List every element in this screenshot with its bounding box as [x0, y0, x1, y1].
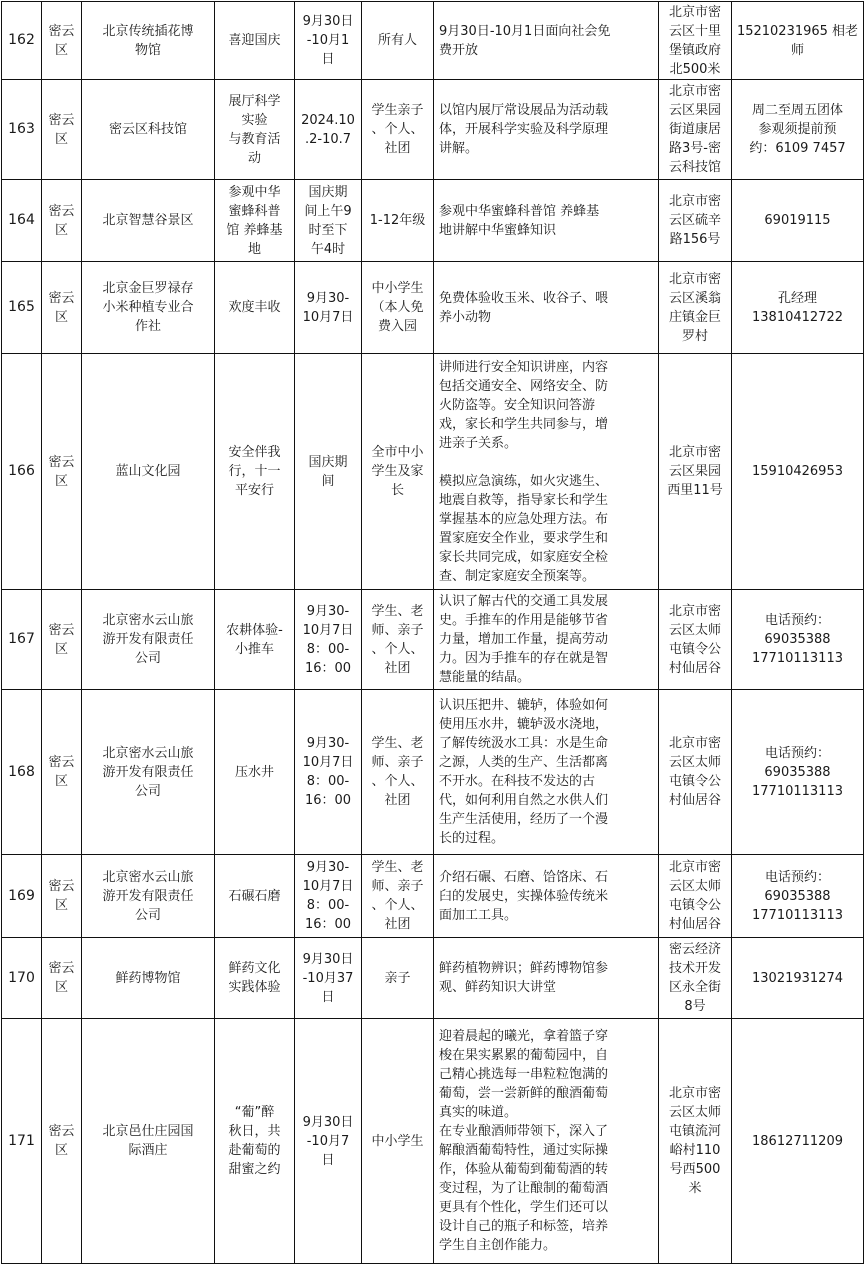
id-text: 162	[8, 32, 35, 48]
content-paragraph: 认识压把井、辘轳，体验如何 使用压水井，辘轳汲水浇地， 了解传统汲水工具：水是生命 之源，人类的生产、生活都离 不开水。在科技不发达的古 代，如何利用自然之水供人们 生产生活使用，经历了一个漫 长的过程。	[439, 698, 609, 846]
time-text: 9月30- 10月7日 8：00- 16：00	[302, 736, 354, 808]
address-text: 密云经济 技术开发 区永全街 8号	[668, 942, 721, 1014]
venue-text: 北京密水云山旅 游开发有限责任 公司	[102, 869, 194, 923]
id-text: 167	[8, 631, 35, 647]
cell-district	[42, 80, 82, 180]
cell-id	[2, 80, 42, 180]
table-row	[2, 590, 864, 690]
table-row	[2, 938, 864, 1019]
id-text: 166	[8, 463, 35, 479]
cell-address	[659, 1019, 732, 1264]
district-text: 密云 区	[48, 1124, 75, 1158]
activity-text: 参观中华 蜜蜂科普 馆 养蜂基 地	[226, 184, 283, 257]
cell-content	[434, 180, 659, 262]
cell-content	[434, 80, 659, 180]
audience-text: 中小学生	[371, 1133, 424, 1149]
venue-text: 密云区科技馆	[108, 122, 187, 137]
district-text: 密云 区	[48, 203, 75, 238]
id-text: 170	[8, 969, 35, 986]
venue-text: 北京金巨罗禄存 小米种植专业合 作社	[102, 281, 194, 334]
table-body	[2, 2, 864, 1264]
cell-venue	[82, 590, 215, 690]
district-text: 密云 区	[48, 454, 75, 489]
contact-text: 电话预约： 69035388 17710113113	[752, 613, 843, 666]
cell-audience	[362, 180, 434, 262]
cell-district	[42, 262, 82, 354]
address-text: 北京市密 云区太师 屯镇令公 村仙居谷	[668, 860, 721, 932]
cell-time	[295, 354, 362, 590]
cell-venue	[82, 262, 215, 354]
address-text: 北京市密 云区果园 西里11号	[667, 445, 723, 498]
time-text: 国庆期 间	[308, 454, 348, 489]
cell-activity	[215, 1019, 295, 1264]
cell-contact	[732, 1019, 864, 1264]
cell-id	[2, 855, 42, 938]
cell-district	[42, 2, 82, 80]
audience-text: 1-12年级	[369, 213, 426, 228]
cell-content	[434, 938, 659, 1019]
audience-text: 学生亲子 、个人、 社团	[371, 103, 424, 156]
cell-address	[659, 354, 732, 590]
cell-activity	[215, 354, 295, 590]
district-text: 密云 区	[48, 23, 75, 58]
cell-contact	[732, 80, 864, 180]
content-paragraph: 模拟应急演练，如火灾逃生、 地震自救等，指导家长和学生 掌握基本的应急处理方法。布 置家庭安全作业，要求学生和 家长共同完成，如家庭安全检 查、制定家庭安全预案等。	[439, 473, 609, 584]
address-text: 北京市密 云区溪翁 庄镇金巨 罗村	[668, 271, 721, 344]
id-text: 164	[8, 212, 35, 228]
cell-venue	[82, 855, 215, 938]
cell-time	[295, 938, 362, 1019]
table-row	[2, 80, 864, 180]
time-text: 9月30- 10月7日 8：00- 16：00	[302, 860, 354, 932]
cell-contact	[732, 855, 864, 938]
audience-text: 学生、老 师、亲子 、个人、 社团	[371, 860, 424, 932]
cell-time	[295, 1019, 362, 1264]
venue-text: 蓝山文化园	[115, 464, 181, 479]
contact-text: 周二至周五团体 参观须提前预 约：6109 7457	[749, 103, 846, 156]
table-row	[2, 2, 864, 80]
cell-contact	[732, 590, 864, 690]
time-text: 9月30- 10月7日	[302, 290, 354, 325]
cell-activity	[215, 180, 295, 262]
cell-activity	[215, 80, 295, 180]
cell-activity	[215, 690, 295, 855]
contact-text: 69019115	[764, 213, 831, 228]
cell-time	[295, 855, 362, 938]
audience-text: 所有人	[377, 33, 417, 48]
cell-audience	[362, 262, 434, 354]
cell-audience	[362, 1019, 434, 1264]
time-text: 9月30日 -10月1 日	[302, 14, 354, 67]
cell-content	[434, 855, 659, 938]
cell-time	[295, 180, 362, 262]
table-row	[2, 1019, 864, 1264]
cell-venue	[82, 354, 215, 590]
cell-district	[42, 354, 82, 590]
district-text: 密云 区	[48, 755, 75, 789]
contact-text: 15210231965 相老 师	[736, 23, 859, 58]
activity-text: 鲜药文化 实践体验	[228, 961, 281, 995]
cell-contact	[732, 938, 864, 1019]
audience-text: 全市中小 学生及家 长	[371, 445, 424, 498]
cell-time	[295, 2, 362, 80]
cell-address	[659, 938, 732, 1019]
table-row	[2, 180, 864, 262]
cell-address	[659, 262, 732, 354]
contact-text: 孔经理 13810412722	[752, 290, 843, 325]
cell-district	[42, 690, 82, 855]
contact-text: 电话预约： 69035388 17710113113	[752, 869, 843, 923]
district-text: 密云 区	[48, 290, 75, 325]
contact-text: 13021931274	[752, 970, 843, 986]
cell-contact	[732, 354, 864, 590]
venue-text: 北京邑仕庄园国 际酒庄	[102, 1124, 194, 1158]
cell-time	[295, 690, 362, 855]
cell-audience	[362, 855, 434, 938]
cell-content	[434, 590, 659, 690]
content-paragraph: 迎着晨起的曦光，拿着篮子穿 梭在果实累累的葡萄园中，自 己精心挑选每一串粒粒饱满的 葡萄，尝一尝新鲜的酿酒葡萄 真实的味道。 在专业酿酒师带领下，深入了 解酿酒葡萄特性，通过实际操 作，体验从葡萄到葡萄酒的转 变过程，为了让酿制的葡萄酒 更具有个性化，学生们还可以 设计自己的瓶子和标签，培养 学生自主创作能力。	[439, 1029, 609, 1253]
cell-id	[2, 938, 42, 1019]
cell-activity	[215, 590, 295, 690]
venue-text: 北京密水云山旅 游开发有限责任 公司	[102, 613, 194, 666]
cell-district	[42, 938, 82, 1019]
cell-address	[659, 590, 732, 690]
venue-text: 北京密水云山旅 游开发有限责任 公司	[102, 745, 194, 799]
cell-district	[42, 590, 82, 690]
cell-activity	[215, 2, 295, 80]
address-text: 北京市密 云区太师 屯镇令公 村仙居谷	[668, 736, 721, 808]
cell-content	[434, 1019, 659, 1264]
time-text: 9月30日 -10月7 日	[302, 1114, 354, 1168]
cell-time	[295, 262, 362, 354]
id-text: 171	[8, 1132, 35, 1149]
cell-time	[295, 80, 362, 180]
cell-venue	[82, 80, 215, 180]
cell-contact	[732, 2, 864, 80]
cell-venue	[82, 938, 215, 1019]
cell-address	[659, 180, 732, 262]
cell-address	[659, 80, 732, 180]
id-text: 163	[8, 121, 35, 137]
cell-activity	[215, 262, 295, 354]
audience-text: 学生、老 师、亲子 、个人、 社团	[371, 603, 424, 676]
venue-text: 鲜药博物馆	[115, 970, 181, 986]
cell-address	[659, 855, 732, 938]
id-text: 168	[8, 763, 35, 780]
cell-id	[2, 1019, 42, 1264]
contact-text: 18612711209	[752, 1133, 843, 1149]
cell-venue	[82, 180, 215, 262]
address-text: 北京市密 云区果园 街道康居 路3号-密 云科技馆	[668, 84, 721, 175]
cell-audience	[362, 690, 434, 855]
content-paragraph: 介绍石碾、石磨、饸饹床、石 臼的发展史，实操体验传统米 面加工工具。	[439, 869, 609, 923]
address-text: 北京市密 云区太师 屯镇流河 峪村110 号西500 米	[668, 1086, 721, 1196]
contact-text: 电话预约： 69035388 17710113113	[752, 745, 843, 799]
cell-audience	[362, 354, 434, 590]
cell-activity	[215, 938, 295, 1019]
content-paragraph: 免费体验收玉米、收谷子、喂 养小动物	[439, 290, 609, 325]
cell-time	[295, 590, 362, 690]
content-paragraph: 讲师进行安全知识讲座，内容 包括交通安全、网络安全、防 火防盗等。安全知识问答游 戏，家长和学生共同参与，增 进亲子关系。	[439, 359, 609, 451]
cell-id	[2, 2, 42, 80]
cell-content	[434, 2, 659, 80]
audience-text: 亲子	[384, 970, 411, 986]
audience-text: 学生、老 师、亲子 、个人、 社团	[371, 736, 424, 808]
address-text: 北京市密 云区硫辛 路156号	[668, 194, 721, 247]
table-row	[2, 690, 864, 855]
activity-text: 压水井	[234, 764, 274, 780]
table-row	[2, 855, 864, 938]
time-text: 9月30日 -10月37 日	[302, 951, 354, 1005]
cell-activity	[215, 855, 295, 938]
cell-district	[42, 1019, 82, 1264]
content-paragraph: 参观中华蜜蜂科普馆 养蜂基 地讲解中华蜜蜂知识	[439, 203, 600, 238]
cell-audience	[362, 80, 434, 180]
cell-id	[2, 354, 42, 590]
audience-text: 中小学生 （本人免 费入园	[371, 281, 424, 334]
cell-id	[2, 590, 42, 690]
cell-district	[42, 855, 82, 938]
cell-district	[42, 180, 82, 262]
cell-content	[434, 690, 659, 855]
activity-text: 欢度丰收	[228, 300, 281, 315]
activity-text: 喜迎国庆	[228, 33, 281, 48]
content-paragraph: 9月30日-10月1日面向社会免 费开放	[439, 23, 611, 58]
activity-table	[1, 1, 864, 1264]
activity-text: 安全伴我 行，十一 平安行	[228, 445, 281, 498]
cell-contact	[732, 180, 864, 262]
id-text: 169	[8, 887, 35, 904]
address-text: 北京市密 云区十里 堡镇政府 北500米	[668, 4, 721, 77]
district-text: 密云 区	[48, 622, 75, 657]
venue-text: 北京智慧谷景区	[102, 213, 194, 228]
activity-text: 石碾石磨	[228, 888, 281, 904]
cell-content	[434, 354, 659, 590]
cell-content	[434, 262, 659, 354]
cell-id	[2, 262, 42, 354]
cell-address	[659, 690, 732, 855]
cell-venue	[82, 690, 215, 855]
content-paragraph: 鲜药植物辨识；鲜药博物馆参 观、鲜药知识大讲堂	[439, 961, 609, 995]
time-text: 国庆期 间上午9 时至下 午4时	[304, 184, 352, 257]
district-text: 密云 区	[48, 879, 75, 913]
cell-contact	[732, 262, 864, 354]
time-text: 9月30- 10月7日 8：00- 16：00	[302, 603, 354, 676]
activity-text: “葡”醉 秋日，共 赴葡萄的 甜蜜之约	[228, 1105, 281, 1177]
cell-audience	[362, 2, 434, 80]
table-row	[2, 262, 864, 354]
cell-audience	[362, 590, 434, 690]
district-text: 密云 区	[48, 112, 75, 147]
cell-id	[2, 180, 42, 262]
cell-audience	[362, 938, 434, 1019]
cell-venue	[82, 1019, 215, 1264]
district-text: 密云 区	[48, 961, 75, 995]
cell-address	[659, 2, 732, 80]
activity-text: 农耕体验- 小推车	[226, 622, 283, 657]
contact-text: 15910426953	[752, 464, 843, 479]
id-text: 165	[8, 299, 35, 315]
content-paragraph: 以馆内展厅常设展品为活动载 体，开展科学实验及科学原理 讲解。	[439, 103, 609, 156]
activity-text: 展厅科学 实验 与教育活 动	[228, 93, 281, 166]
address-text: 北京市密 云区太师 屯镇令公 村仙居谷	[668, 603, 721, 676]
time-text: 2024.10 .2-10.7	[301, 112, 355, 147]
venue-text: 北京传统插花博 物馆	[102, 23, 194, 58]
cell-id	[2, 690, 42, 855]
table-row	[2, 354, 864, 590]
cell-contact	[732, 690, 864, 855]
cell-venue	[82, 2, 215, 80]
content-paragraph: 认识了解古代的交通工具发展 史。手推车的作用是能够节省 力量，增加工作量，提高劳动 力。因为手推车的存在就是智 慧能量的结晶。	[439, 594, 609, 685]
